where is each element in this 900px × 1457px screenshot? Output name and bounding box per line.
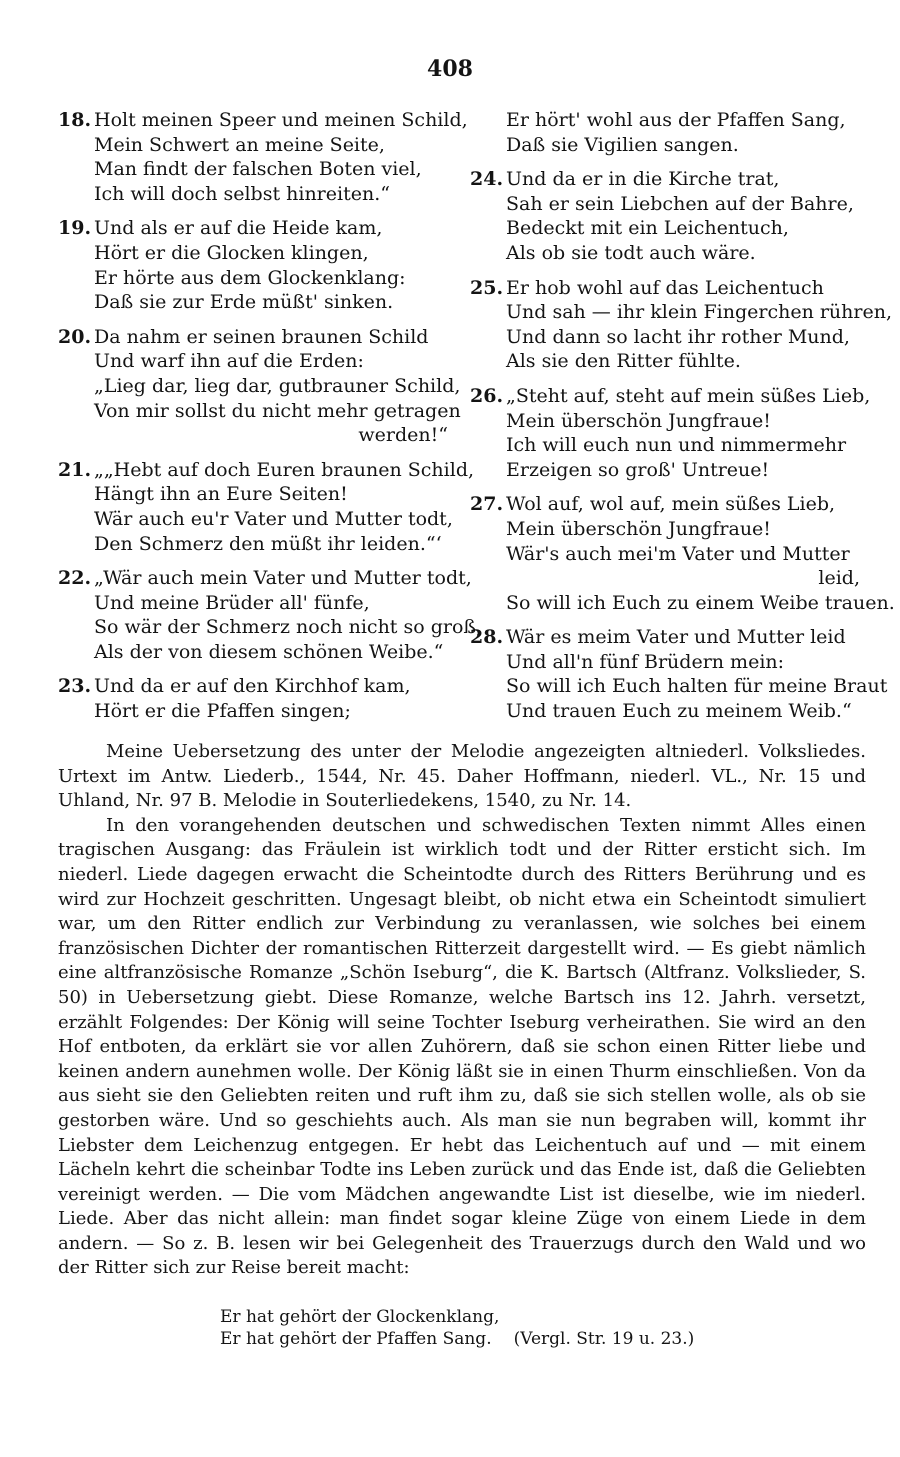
stanza-number: [58, 374, 94, 399]
right-verse-column: [470, 108, 895, 734]
stanza-number: [470, 458, 506, 483]
stanza-number: [58, 399, 94, 424]
verse-line: [58, 182, 448, 207]
verse-text: Und warf ihn auf die Erden:: [94, 350, 364, 373]
quote-line: Er hat gehört der Glockenklang,: [220, 1307, 500, 1327]
verse-text: Und da er in die Kirche trat,: [506, 168, 780, 191]
quote-line-text: Er hat gehört der Pfaffen Sang.: [220, 1329, 492, 1349]
verse-line: [470, 650, 860, 675]
stanza-number: [470, 325, 506, 350]
verse-text: Und sah — ihr klein Fingerchen rühren,: [506, 301, 893, 324]
stanza-number: [470, 566, 506, 591]
stanza-number: [58, 615, 94, 640]
stanza-number: [470, 674, 506, 699]
verse-line: [470, 433, 860, 458]
stanza-number: 26.: [470, 384, 504, 407]
stanza-number: 21.: [58, 458, 92, 481]
verse-line: [58, 349, 448, 374]
stanza-number: [470, 542, 506, 567]
verse-line: [470, 625, 860, 650]
stanza: [470, 384, 871, 482]
verse-text: Den Schmerz den müßt ihr leiden.“‘: [94, 532, 442, 555]
stanza: [58, 458, 475, 556]
verse-text: So wär der Schmerz noch nicht so groß,: [94, 616, 483, 639]
verse-line: [58, 699, 448, 724]
stanza-number: [58, 241, 94, 266]
verse-line: [58, 216, 448, 241]
stanza: [58, 566, 483, 664]
verse-text: Er hob wohl auf das Leichentuch: [506, 276, 824, 299]
quote-line: [220, 1328, 694, 1350]
stanza-number: [470, 517, 506, 542]
verse-line: [470, 325, 860, 350]
stanza-number: 24.: [470, 168, 504, 191]
verse-line: [470, 349, 860, 374]
verse-line: [58, 423, 448, 448]
stanza-number: [58, 591, 94, 616]
verse-line: [58, 566, 472, 591]
verse-text: werden!“: [358, 424, 448, 447]
verse-line: [58, 108, 468, 133]
verse-text: Hört er die Glocken klingen,: [94, 241, 369, 264]
verse-text: Ich will doch selbst hinreiten.“: [94, 182, 390, 205]
stanza: [470, 167, 860, 265]
verse-text: „Steht auf, steht auf mein süßes Lieb,: [506, 384, 871, 407]
stanza-number: [470, 409, 506, 434]
quote-reference: (Vergl. Str. 19 u. 23.): [513, 1329, 695, 1349]
verse-text: Und als er auf die Heide kam,: [94, 217, 383, 240]
commentary-paragraph: Meine Uebersetzung des unter der Melodie angezeigten altniederl. Volksliedes. Urtext im Antw. Liederb., 1544, Nr. 45. Daher Hoffmann, niederl. VL., Nr. 15 und Uhland, Nr. 97 B. Melodie in Souterliedekens, 1540, zu Nr. 14.: [58, 741, 866, 812]
stanza: [470, 108, 860, 157]
verse-line: [470, 167, 860, 192]
verse-line: [58, 399, 461, 424]
verse-text: „„Hebt auf doch Euren braunen Schild,: [94, 458, 475, 481]
verse-text: Ich will euch nun und nimmermehr: [506, 434, 847, 457]
verse-text: Und trauen Euch zu meinem Weib.“: [506, 700, 852, 723]
verse-line: [470, 108, 860, 133]
stanza-number: [470, 133, 506, 158]
verse-text: Hört er die Pfaffen singen;: [94, 700, 351, 723]
verse-line: [470, 300, 893, 325]
verse-text: Man findt der falschen Boten viel,: [94, 158, 422, 181]
stanza-number: [470, 650, 506, 675]
stanza: [58, 325, 461, 448]
verse-text: Sah er sein Liebchen auf der Bahre,: [506, 192, 854, 215]
stanza-number: 18.: [58, 109, 92, 131]
stanza-number: [58, 532, 94, 557]
verse-text: Wär's auch mei'm Vater und Mutter: [506, 542, 850, 565]
verse-line: [58, 266, 448, 291]
stanza-number: [58, 182, 94, 207]
stanza-number: 23.: [58, 675, 92, 698]
stanza-number: 28.: [470, 626, 504, 649]
stanza-number: [470, 699, 506, 724]
verse-text: Wär es meim Vater und Mutter leid: [506, 626, 846, 649]
verse-line: [470, 384, 871, 409]
verse-line: [470, 674, 888, 699]
verse-text: Mein Schwert an meine Seite,: [94, 133, 385, 156]
stanza-number: 19.: [58, 217, 92, 240]
stanza-number: [58, 640, 94, 665]
verse-text: leid,: [818, 567, 860, 590]
stanza: [470, 625, 888, 723]
verse-text: Wol auf, wol auf, mein süßes Lieb,: [506, 493, 836, 516]
verse-text: Und all'n fünf Brüdern mein:: [506, 650, 785, 673]
verse-text: Er hörte aus dem Glockenklang:: [94, 266, 406, 289]
verse-line: [470, 517, 860, 542]
verse-text: Bedeckt mit ein Leichentuch,: [506, 217, 789, 240]
verse-line: [58, 507, 453, 532]
stanza-number: [470, 300, 506, 325]
stanza-number: [58, 157, 94, 182]
verse-line: [58, 157, 448, 182]
verse-text: Mein überschön Jungfraue!: [506, 409, 771, 432]
verse-line: [470, 276, 860, 301]
verse-line: [470, 699, 860, 724]
verse-text: „Lieg dar, lieg dar, gutbrauner Schild,: [94, 374, 461, 397]
stanza: [470, 492, 895, 615]
verse-text: So will ich Euch halten für meine Braut: [506, 675, 888, 698]
stanza-number: [58, 507, 94, 532]
verse-line: [58, 615, 483, 640]
stanza-number: [470, 216, 506, 241]
verse-line: [58, 640, 448, 665]
stanza-number: 22.: [58, 567, 92, 590]
quote-block: [220, 1306, 694, 1350]
stanza: [470, 276, 893, 374]
stanza-number: [58, 133, 94, 158]
stanza: [58, 108, 468, 206]
verse-text: Wär auch eu'r Vater und Mutter todt,: [94, 507, 453, 530]
verse-text: Mein überschön Jungfraue!: [506, 517, 771, 540]
verse-line: [470, 566, 860, 591]
verse-text: Daß sie Vigilien sangen.: [506, 133, 739, 156]
verse-text: Er hört' wohl aus der Pfaffen Sang,: [506, 109, 846, 131]
verse-line: [470, 542, 860, 567]
verse-text: Da nahm er seinen braunen Schild: [94, 325, 429, 348]
verse-text: Als der von diesem schönen Weibe.“: [94, 640, 444, 663]
verse-text: Holt meinen Speer und meinen Schild,: [94, 109, 468, 131]
verse-text: Und da er auf den Kirchhof kam,: [94, 675, 411, 698]
verse-line: [58, 241, 448, 266]
verse-line: [470, 133, 860, 158]
verse-line: [58, 290, 448, 315]
verse-line: [58, 374, 461, 399]
stanza-number: [470, 192, 506, 217]
verse-text: Als ob sie todt auch wäre.: [506, 241, 756, 264]
verse-text: Und meine Brüder all' fünfe,: [94, 591, 370, 614]
stanza-number: [58, 423, 94, 448]
commentary: [58, 740, 866, 1281]
commentary-paragraph: In den vorangehenden deutschen und schwedischen Texten nimmt Alles einen tragischen Ausgang: das Fräulein ist wirklich todt und der Ritter ersticht sich. Im niederl. Liede dagegen erwacht die Scheintodte durch des Ritters Berührung und es wird zur Hochzeit geschritten. Ungesagt bleibt, ob nicht etwa ein Scheintodt simuliert war, um den Ritter endlich zur Verbindung zu veranlassen, wie solches bei einem französischen Dichter der romantischen Ritterzeit dargestellt wird. — Es giebt nämlich eine altfranzösische Romanze „Schön Iseburg“, die K. Bartsch (Altfranz. Volkslieder, S. 50) in Uebersetzung giebt. Diese Romanze, welche Bartsch ins 12. Jahrh. versetzt, erzählt Folgendes: Der König will seine Tochter Iseburg verheirathen. Sie wird an den Hof entboten, da erklärt sie vor allen Zuhörern, daß sie schon einen Ritter liebe und keinen andern aunehmen wolle. Der König läßt sie in einen Thurm einschließen. Von da aus sieht sie den Geliebten reiten und ruft ihm zu, daß sie sich stellen wolle, als ob sie gestorben wäre. Und so geschiehts auch. Als man sie nun begraben will, kommt ihr Liebster dem Leichenzug entgegen. Er hebt das Leichentuch auf und — mit einem Lächeln kehrt die scheinbar Todte ins Leben zurück und das Ende ist, daß die Geliebten vereinigt werden. — Die vom Mädchen angewandte List ist dieselbe, wie im niederl. Liede. Aber das nicht allein: man findet sogar kleine Züge von einem Liede in dem andern. — So z. B. lesen wir bei Gelegenheit des Trauerzugs durch den Wald und wo der Ritter sich zur Reise bereit macht:: [58, 814, 866, 1279]
verse-line: [58, 133, 448, 158]
stanza-number: 27.: [470, 493, 504, 516]
verse-text: Als sie den Ritter fühlte.: [506, 350, 741, 373]
verse-line: [470, 591, 895, 616]
stanza: [58, 216, 448, 314]
verse-text: „Wär auch mein Vater und Mutter todt,: [94, 567, 472, 590]
stanza-number: [58, 699, 94, 724]
stanza-number: [58, 482, 94, 507]
verse-line: [58, 532, 448, 557]
verse-text: Und dann so lacht ihr rother Mund,: [506, 325, 850, 348]
verse-text: Hängt ihn an Eure Seiten!: [94, 483, 348, 506]
stanza-number: [470, 108, 506, 133]
stanza-number: 25.: [470, 276, 504, 299]
verse-line: [470, 458, 860, 483]
verse-text: Daß sie zur Erde müßt' sinken.: [94, 291, 394, 314]
verse-line: [470, 241, 860, 266]
page-number: 408: [427, 56, 473, 82]
verse-line: [58, 325, 448, 350]
stanza-number: [470, 591, 506, 616]
verse-line: [58, 482, 448, 507]
stanza-number: [470, 349, 506, 374]
stanza-number: [470, 241, 506, 266]
stanza-number: 20.: [58, 325, 92, 348]
verse-line: [470, 409, 860, 434]
stanza-number: [58, 349, 94, 374]
verse-line: [470, 216, 860, 241]
stanza-number: [58, 266, 94, 291]
verse-text: So will ich Euch zu einem Weibe trauen.: [506, 591, 895, 614]
verse-text: Von mir sollst du nicht mehr getragen: [94, 399, 461, 422]
stanza: [58, 674, 448, 723]
verse-line: [470, 192, 860, 217]
verse-line: [58, 674, 448, 699]
verse-line: [58, 591, 448, 616]
stanza-number: [470, 433, 506, 458]
verse-line: [58, 458, 475, 483]
verse-line: [470, 492, 860, 517]
left-verse-column: [58, 108, 483, 734]
stanza-number: [58, 290, 94, 315]
verse-text: Erzeigen so groß' Untreue!: [506, 458, 770, 481]
